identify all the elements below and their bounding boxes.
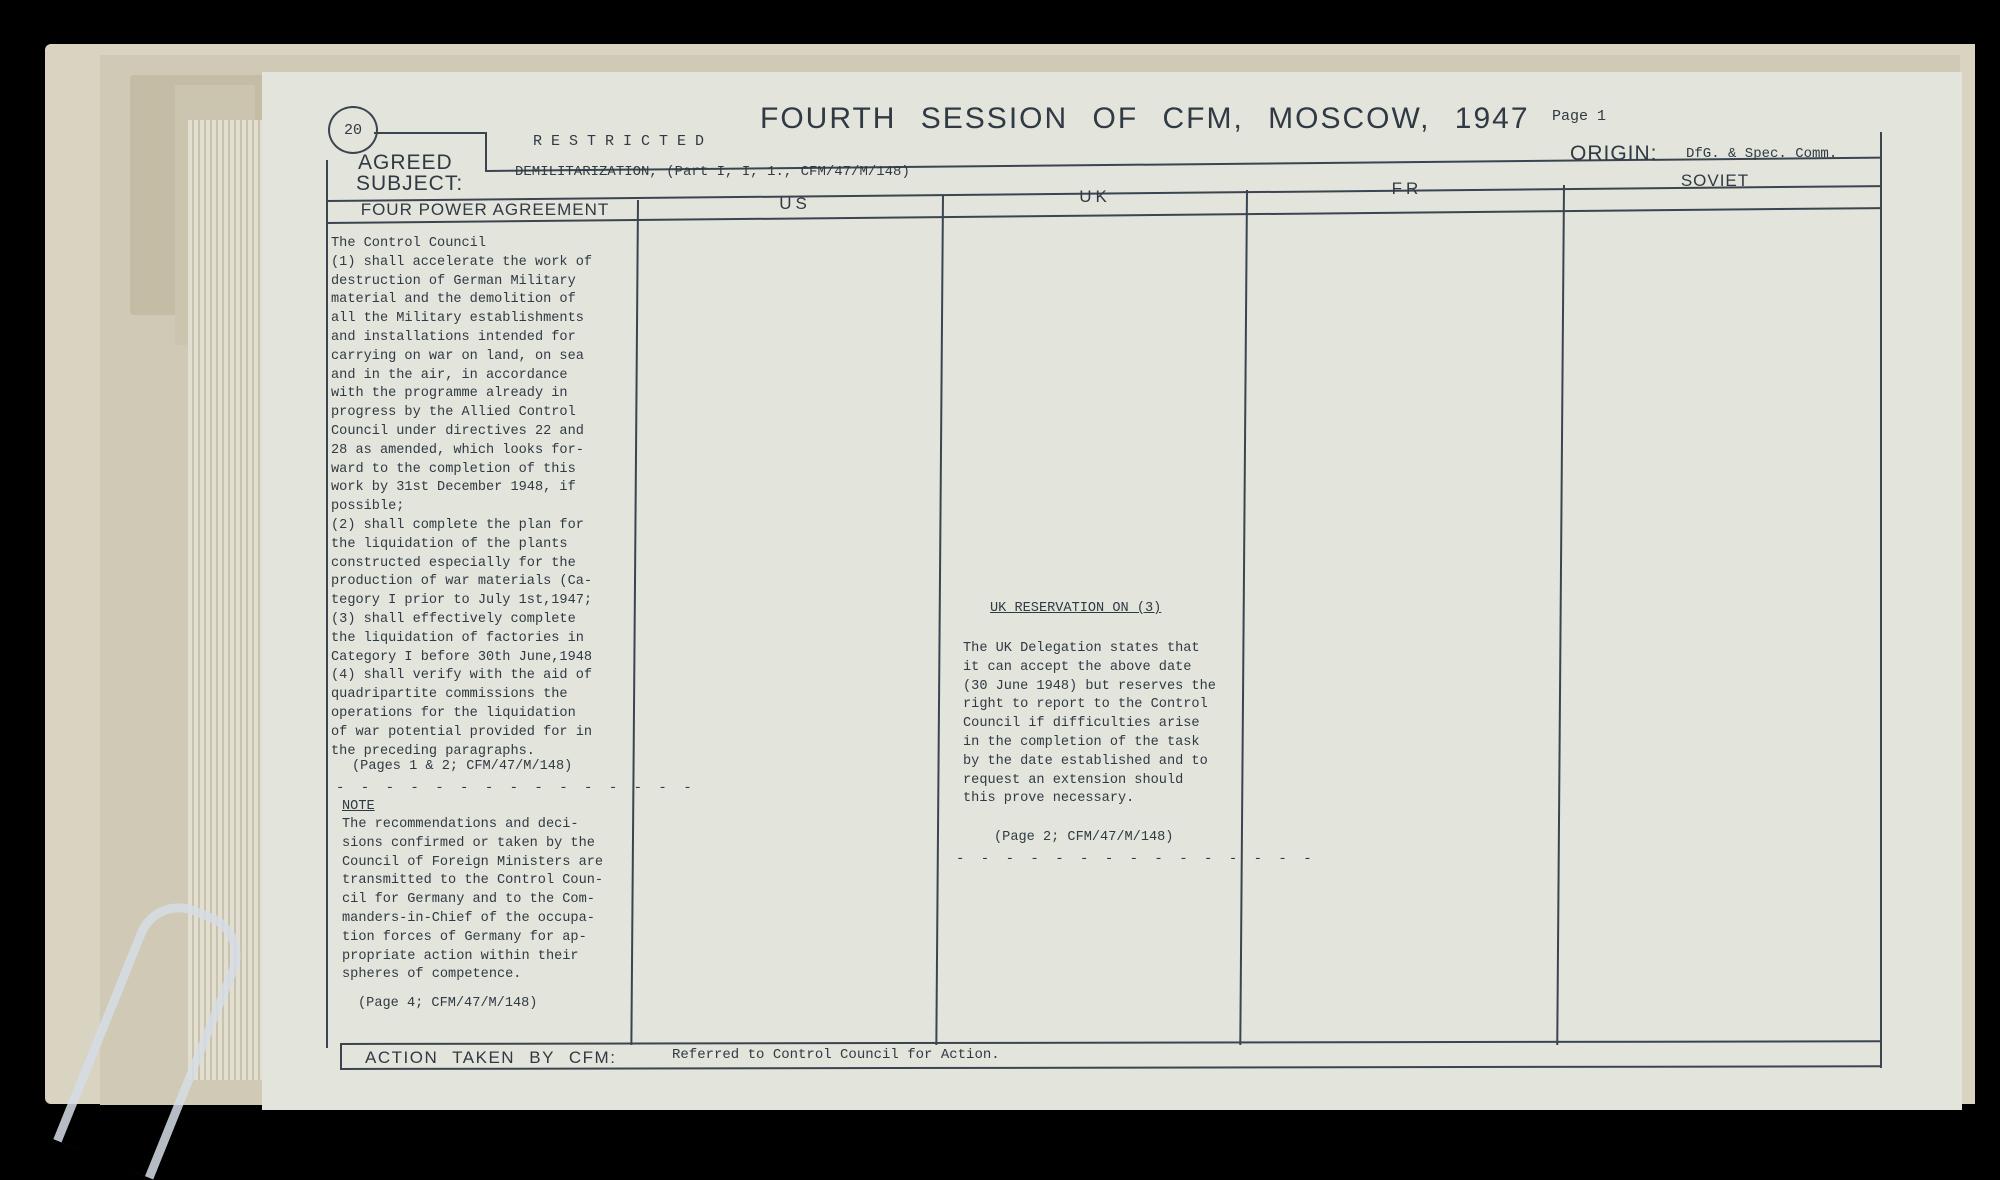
agreement-reference: (Pages 1 & 2; CFM/47/M/148)	[352, 759, 573, 774]
agreed-label: AGREED	[358, 151, 453, 174]
agreement-text: The Control Council (1) shall accelerate the work of destruction of German Military material and the demolition of all the Military establishments and installations intended for carrying on war on land, on sea and in the air, in accordance with the programme already in progress by the Allied Control Council under directives 22 and 28 as amended, which looks for- ward to the completion of this work by 31st December 1948, if possible; (2) shall complete the plan for the liquidation of the plants constructed especially for the production of war materials (Ca- tegory I prior to July 1st,1947; (3) shall effectively complete the liquidation of factories in Category I before 30th June,1948 (4) shall verify with the aid of quadripartite commissions the operations for the liquidation of war potential provided for in the preceding paragraphs.	[331, 236, 593, 759]
agreement-dashed-separator: - - - - - - - - - - - - - - -	[336, 780, 696, 796]
uk-reservation-heading: UK RESERVATION ON (3)	[990, 601, 1162, 616]
action-left-border	[340, 1043, 342, 1069]
restricted-label: RESTRICTED	[533, 133, 714, 150]
note-reference: (Page 4; CFM/47/M/148)	[358, 996, 538, 1011]
table-right-border	[1880, 132, 1882, 1068]
origin-value: DfG. & Spec. Comm.	[1686, 146, 1838, 162]
action-taken-value: Referred to Control Council for Action.	[672, 1047, 1000, 1063]
document-title: FOURTH SESSION OF CFM, MOSCOW, 1947	[760, 102, 1530, 135]
page-label: Page 1	[1552, 108, 1607, 125]
column-header-four-power: FOUR POWER AGREEMENT	[360, 200, 610, 219]
uk-dashed-separator: - - - - - - - - - - - - - - -	[956, 851, 1316, 867]
origin-label: ORIGIN:	[1570, 142, 1658, 165]
header-rule-vertical	[485, 132, 487, 172]
action-taken-label: ACTION TAKEN BY CFM:	[365, 1048, 617, 1067]
uk-reservation-reference: (Page 2; CFM/47/M/148)	[994, 830, 1174, 845]
table-left-border	[326, 160, 328, 1048]
note-heading: NOTE	[342, 799, 375, 814]
header-rule-short	[374, 132, 486, 134]
page-number-circle: 20	[328, 106, 378, 154]
subject-value: DEMILITARIZATION, (Part I, I, 1., CFM/47/M/148)	[515, 164, 910, 180]
subject-label: SUBJECT:	[356, 172, 464, 195]
column-header-uk: UK	[1079, 187, 1111, 206]
column-header-us: US	[779, 194, 811, 213]
column-header-fr: FR	[1391, 179, 1423, 198]
column-header-soviet: SOVIET	[1680, 171, 1750, 190]
note-text: The recommendations and deci- sions confirmed or taken by the Council of Foreign Ministers are transmitted to the Control Coun- cil for Germany and to the Com- manders-in-Chief of the occupa- tion forces of Germany for ap- propriate action within their spheres of competence.	[342, 817, 604, 983]
uk-reservation-text: The UK Delegation states that it can accept the above date (30 June 1948) but reserves the right to report to the Control Council if difficulties arise in the completion of the task by the date established and to request an extension should this prove necessary.	[963, 641, 1216, 807]
